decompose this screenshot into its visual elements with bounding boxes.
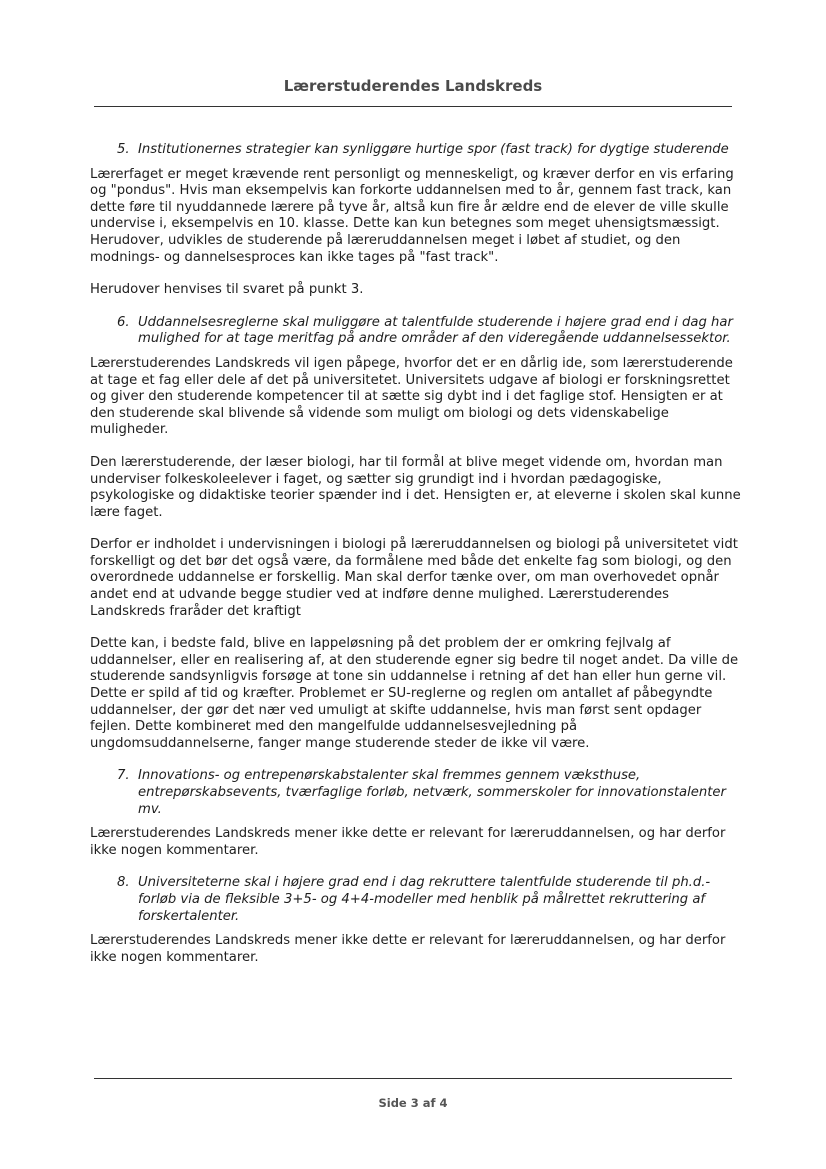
footer-divider <box>94 1078 732 1079</box>
section-7-heading <box>117 768 742 818</box>
paragraph: Lærerstuderendes Landskreds mener ikke dette er relevant for læreruddannelsen, og har derfor ikke nogen kommentarer. <box>90 826 726 858</box>
section-number: 7. <box>117 768 130 784</box>
section-heading-text: Institutionernes strategier kan synliggøre hurtige spor (fast track) for dygtige studerende <box>138 142 729 157</box>
section-number: 6. <box>117 314 130 330</box>
section-number: 5. <box>117 142 130 157</box>
paragraph: Lærerstuderendes Landskreds vil igen påpege, hvorfor det er en dårlig ide, som lærerstuderende at tage et fag eller dele af det på universitetet. Universitets udgave af biologi er forskningsrettet og giver den studerende kompetencer til at sætte sig dybt ind i det faglige stof. Hensigten er at den studerende skal blivende så vidende som muligt om biologi og dets videnskabelige muligheder. <box>90 355 733 438</box>
section-8-heading <box>117 875 742 925</box>
section-heading-text: Innovations- og entrepenørskabstalenter skal fremmes gennem væksthuse, entrepørskabsevents, tværfaglige forløb, netværk, sommerskoler for innovationstalenter mv. <box>138 768 726 817</box>
paragraph: Den lærerstuderende, der læser biologi, har til formål at blive meget vidende om, hvordan man underviser folkeskoleelever i faget, og sætter sig grundigt ind i hvordan pædagogiske, psykologiske og didaktiske teorier spænder ind i det. Hensigten er, at eleverne i skolen skal kunne lære faget. <box>90 454 741 520</box>
paragraph: Dette kan, i bedste fald, blive en lappeløsning på det problem der er omkring fejlvalg af uddannelser, eller en realisering af, at den studerende egner sig bedre til noget andet. Da ville de studerende sandsynligvis forsøge at tone sin uddannelse i retning af det han eller hun gerne vil. Dette er spild af tid og kræfter. Problemet er SU-reglerne og reglen om antallet af påbegyndte uddannelser, der gør det nær ved umuligt at skifte uddannelse, hvis man først sent opdager fejlen. Dette kombineret med den mangelfulde uddannelsesvejledning på ungdomsuddannelserne, fanger mange studerende steder de ikke vil være. <box>90 636 739 751</box>
paragraph: Lærerstuderendes Landskreds mener ikke dette er relevant for læreruddannelsen, og har derfor ikke nogen kommentarer. <box>90 933 726 965</box>
section-5-heading <box>117 142 742 159</box>
page-header-title: Lærerstuderendes Landskreds <box>283 77 543 95</box>
document-body <box>90 142 742 966</box>
section-heading-text: Universiteterne skal i højere grad end i dag rekruttere talentfulde studerende til ph.d.-forløb via de fleksible 3+5- og 4+4-modeller med henblik på målrettet rekruttering af forskertalenter. <box>138 875 711 924</box>
section-6-heading <box>117 314 742 348</box>
header-divider <box>94 106 732 107</box>
paragraph: Herudover, udvikles de studerende på læreruddannelsen meget i løbet af studiet, og den modnings- og dannelsesproces kan ikke tages på "fast track". <box>90 232 681 265</box>
section-heading-text: Uddannelsesreglerne skal muliggøre at talentfulde studerende i højere grad end i dag har mulighed for at tage meritfag på andre områder af den videregående uddannelsessektor. <box>138 314 733 347</box>
paragraph: Derfor er indholdet i undervisningen i biologi på læreruddannelsen og biologi på universitetet vidt forskelligt og det bør det også være, da formålene med både det enkelte fag som biologi, og den overordnede uddannelse er forskellig. Man skal derfor tænke over, om man overhovedet opnår andet end at udvande begge studier ved at indføre denne mulighed. Lærerstuderendes Landskreds fraråder det kraftigt <box>90 537 738 619</box>
page-number: Side 3 af 4 <box>378 1096 448 1110</box>
section-number: 8. <box>117 875 130 891</box>
paragraph: Lærerfaget er meget krævende rent personligt og menneskeligt, og kræver derfor en vis erfaring og "pondus". Hvis man eksempelvis kan forkorte uddannelsen med to år, gennem fast track, kan dette føre til nyuddannede lærere på tyve år, altså kun fire år ældre end de elever de ville skulle undervise i, eksempelvis en 10. klasse. Dette kan kun betegnes som meget uhensigtsmæssigt. <box>90 166 734 232</box>
paragraph: Herudover henvises til svaret på punkt 3. <box>90 282 364 298</box>
